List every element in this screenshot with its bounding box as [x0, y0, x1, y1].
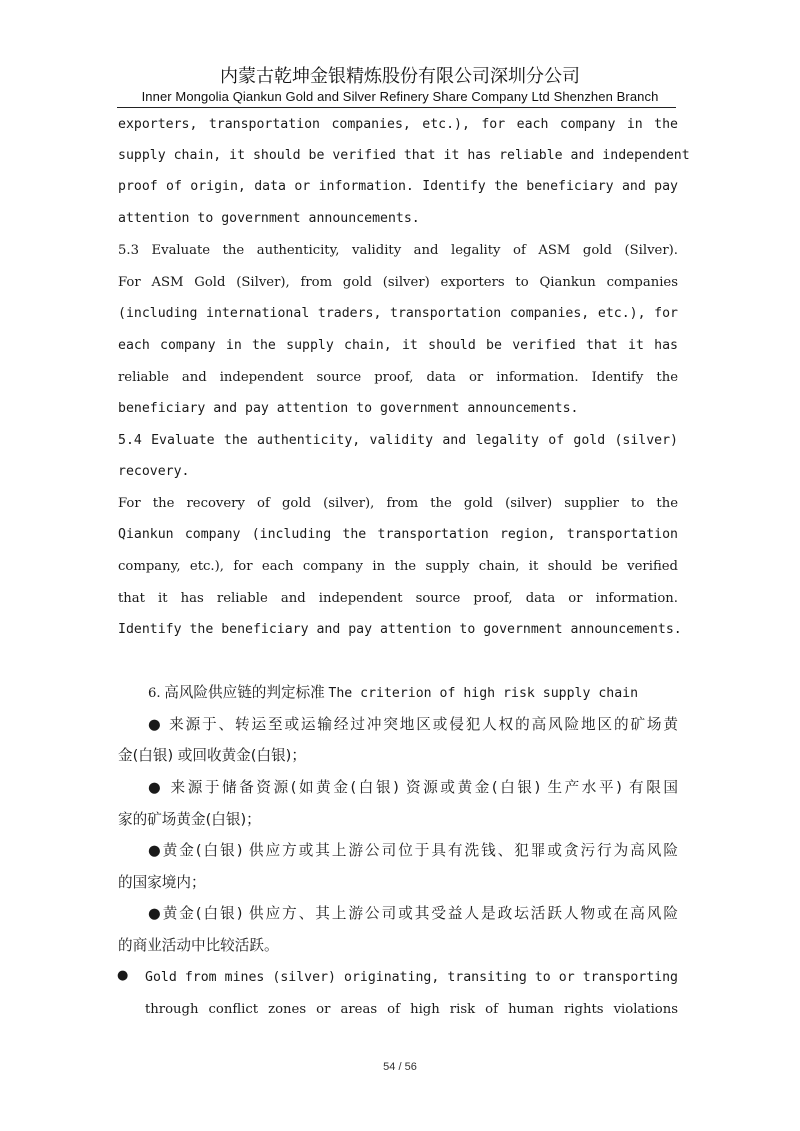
s53-heading: 5.3 Evaluate the authenticity, validity and legality of ASM gold (Silver).: [118, 243, 678, 258]
section-6-title-en: The criterion of high risk supply chain: [328, 686, 639, 701]
s54-line: company, etc.), for each company in the supply chain, it should be verified: [118, 559, 678, 574]
s54-line: that it has reliable and independent source proof, data or information.: [118, 591, 678, 606]
header-company-en: Inner Mongolia Qiankun Gold and Silver Refinery Share Company Ltd Shenzhen Branch: [141, 89, 659, 104]
s54-line: recovery.: [118, 464, 190, 479]
p1-line: exporters, transportation companies, etc.), for each company in the: [118, 117, 678, 132]
cn-bullet-1-line: 金(白银) 或回收黄金(白银)；: [118, 747, 306, 764]
cn-bullet-3-line: ●黄金(白银) 供应方或其上游公司位于具有洗钱、犯罪或贪污行为高风险: [148, 842, 678, 859]
s53-line: (including international traders, transportation companies, etc.), for: [118, 306, 678, 321]
header-rule: [117, 107, 676, 108]
p1-line: attention to government announcements.: [118, 211, 420, 226]
s54-line: Identify the beneficiary and pay attention to government announcements.: [118, 622, 682, 637]
section-6-heading: [148, 683, 678, 703]
s54-line: Qiankun company (including the transportation region, transportation: [118, 527, 678, 542]
p1-line: supply chain, it should be verified that it has reliable and independent: [118, 148, 690, 163]
s53-line: For ASM Gold (Silver), from gold (silver) exporters to Qiankun companies: [118, 275, 678, 290]
s53-line: beneficiary and pay attention to government announcements.: [118, 401, 579, 416]
page-number: 54 / 56: [383, 1061, 417, 1073]
p1-line: proof of origin, data or information. Identify the beneficiary and pay: [118, 179, 678, 194]
cn-bullet-2-line: 家的矿场黄金(白银)；: [118, 811, 261, 828]
bullet-marker: ●: [117, 968, 129, 983]
section-6-title-cn: 高风险供应链的判定标准: [164, 684, 325, 701]
en-bullet-line: Gold from mines (silver) originating, transiting to or transporting: [145, 970, 678, 985]
header-company-cn: 内蒙古乾坤金银精炼股份有限公司深圳分公司: [220, 66, 580, 87]
s53-line: reliable and independent source proof, data or information. Identify the: [118, 370, 678, 385]
s54-heading: 5.4 Evaluate the authenticity, validity and legality of gold (silver): [118, 433, 678, 448]
s54-line: For the recovery of gold (silver), from the gold (silver) supplier to the: [118, 496, 678, 511]
section-6-number: 6.: [148, 686, 161, 701]
cn-bullet-4-line: 的商业活动中比较活跃。: [118, 937, 279, 954]
s53-line: each company in the supply chain, it should be verified that it has: [118, 338, 678, 353]
cn-bullet-4-line: ●黄金(白银) 供应方、其上游公司或其受益人是政坛活跃人物或在高风险: [148, 905, 678, 922]
cn-bullet-2-line: ● 来源于储备资源(如黄金(白银) 资源或黄金(白银) 生产水平) 有限国: [148, 779, 678, 796]
en-bullet-line: through conflict zones or areas of high risk of human rights violations: [145, 1002, 678, 1017]
cn-bullet-3-line: 的国家境内；: [118, 874, 206, 891]
cn-bullet-1-line: ● 来源于、转运至或运输经过冲突地区或侵犯人权的高风险地区的矿场黄: [148, 716, 678, 733]
